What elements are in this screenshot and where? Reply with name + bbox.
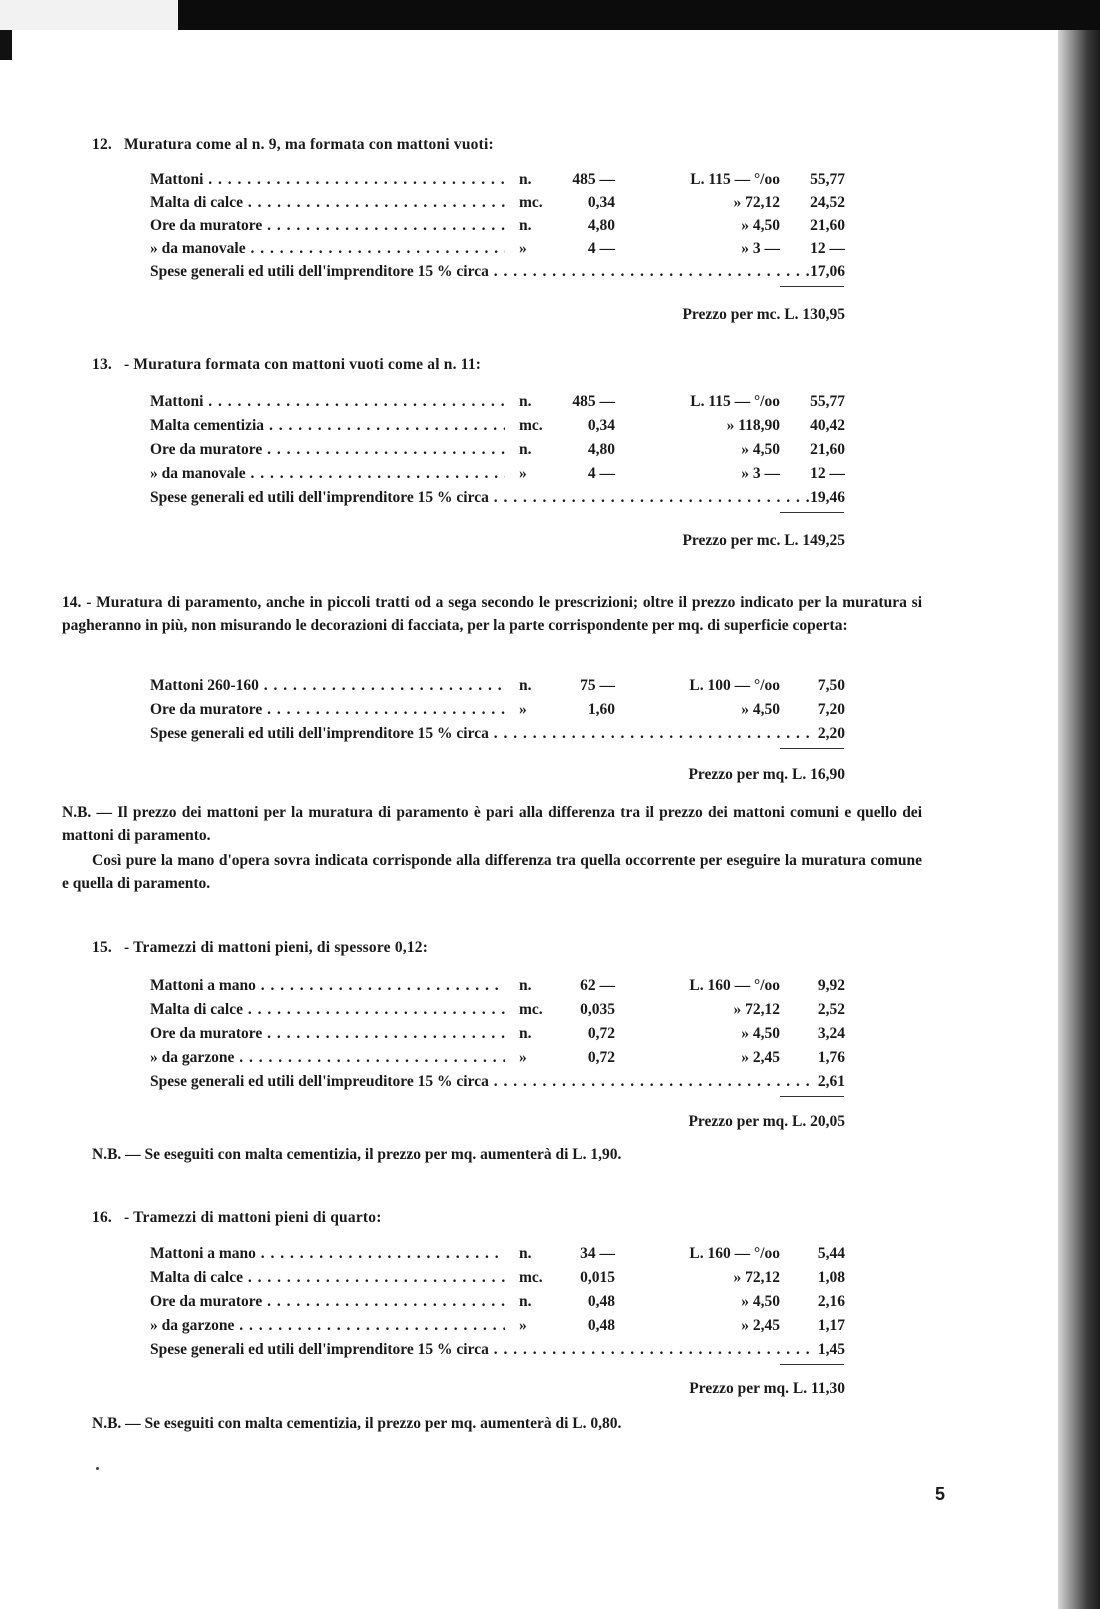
section-number: 13.: [92, 356, 112, 373]
table-row: [0, 1049, 1058, 1071]
section-total: Prezzo per mq. L. 20,05: [688, 1113, 845, 1130]
table-row: [0, 1001, 1058, 1023]
row-description: Malta di calce . . .: [150, 194, 505, 212]
row-amount: 7,50: [817, 677, 845, 694]
row-unit: »: [519, 1317, 527, 1334]
section-number: 15.: [92, 939, 112, 956]
row-amount: 21,60: [810, 441, 845, 458]
table-row: [0, 194, 1058, 216]
row-amount: 17,06: [810, 263, 845, 280]
table-row: [0, 1073, 1058, 1095]
row-unit: n.: [519, 1025, 532, 1042]
ink-speck: [96, 1467, 99, 1470]
row-amount: 1,76: [817, 1049, 845, 1066]
row-description: Spese generali ed utili dell'imprenditore 15 % circa . . .: [150, 1341, 810, 1359]
row-description: Ore da muratore . . .: [150, 441, 505, 459]
row-description: Mattoni . . .: [150, 393, 505, 411]
table-row: [0, 1341, 1058, 1363]
row-description: Ore da muratore . . .: [150, 701, 505, 719]
row-quantity: 4 —: [587, 240, 615, 257]
row-unit: n.: [519, 1293, 532, 1310]
table-row: [0, 217, 1058, 239]
table-row: [0, 725, 1058, 747]
sum-rule: [780, 512, 844, 513]
row-quantity: 0,72: [587, 1025, 615, 1042]
table-row: [0, 1293, 1058, 1315]
row-amount: 5,44: [817, 1245, 845, 1262]
section-title: [92, 1209, 382, 1227]
row-unit: mc.: [519, 1269, 543, 1286]
section-paragraph: 14. - Muratura di paramento, anche in piccoli tratti od a sega secondo le prescrizioni; oltre il prezzo indicato per la muratura si pagheranno in più, non misurando le decorazioni di facciata, per la parte corrispondente per mq. di superficie coperta:: [62, 594, 922, 634]
row-description: » da manovale . . .: [150, 240, 505, 258]
row-price: » 72,12: [733, 1001, 780, 1018]
row-description: Spese generali ed utili dell'imprenditore 15 % circa . . .: [150, 489, 810, 507]
row-description: Spese generali ed utili dell'impreuditore 15 % circa . . .: [150, 1073, 810, 1091]
row-description: Ore da muratore . . .: [150, 1025, 505, 1043]
row-description: » da manovale . . .: [150, 465, 505, 483]
row-description: Mattoni 260-160 . . .: [150, 677, 505, 695]
row-price: L. 160 — °/oo: [689, 1245, 780, 1262]
note-paragraph: N.B. — Se eseguiti con malta cementizia, il prezzo per mq. aumenterà di L. 0,80.: [92, 1415, 622, 1432]
row-amount: 40,42: [810, 417, 845, 434]
sum-rule: [780, 286, 844, 287]
table-row: [0, 240, 1058, 262]
section-number: 16.: [92, 1209, 112, 1226]
row-description: Ore da muratore . . .: [150, 217, 505, 235]
row-price: L. 115 — °/oo: [690, 393, 780, 410]
row-description: Malta di calce . . .: [150, 1001, 505, 1019]
row-amount: 1,08: [817, 1269, 845, 1286]
section-heading: - Tramezzi di mattoni pieni di quarto:: [123, 1209, 382, 1226]
row-amount: 12 —: [810, 240, 845, 257]
row-amount: 7,20: [817, 701, 845, 718]
row-amount: 1,17: [817, 1317, 845, 1334]
row-quantity: 0,48: [587, 1293, 615, 1310]
table-row: [0, 1025, 1058, 1047]
table-row: [0, 171, 1058, 193]
row-price: L. 100 — °/oo: [689, 677, 780, 694]
row-quantity: 0,035: [580, 1001, 615, 1018]
row-price: » 2,45: [741, 1049, 780, 1066]
table-row: [0, 701, 1058, 723]
table-row: [0, 263, 1058, 285]
section-title: [92, 939, 428, 957]
row-quantity: 75 —: [580, 677, 615, 694]
table-row: [0, 1245, 1058, 1267]
row-amount: 3,24: [817, 1025, 845, 1042]
row-quantity: 34 —: [580, 1245, 615, 1262]
section-total: Prezzo per mq. L. 16,90: [688, 766, 845, 783]
row-unit: n.: [519, 977, 532, 994]
row-unit: n.: [519, 441, 532, 458]
row-price: » 3 —: [741, 465, 780, 482]
row-quantity: 485 —: [572, 171, 615, 188]
row-amount: 1,45: [817, 1341, 845, 1358]
row-quantity: 4,80: [587, 441, 615, 458]
row-amount: 2,20: [817, 725, 845, 742]
table-row: [0, 1269, 1058, 1291]
table-row: [0, 417, 1058, 439]
row-description: Ore da muratore . . .: [150, 1293, 505, 1311]
row-amount: 19,46: [810, 489, 845, 506]
row-quantity: 4 —: [587, 465, 615, 482]
row-quantity: 0,015: [580, 1269, 615, 1286]
section-title: [92, 136, 494, 154]
row-description: Mattoni a mano . . .: [150, 977, 505, 995]
row-unit: »: [519, 465, 527, 482]
section-total: Prezzo per mc. L. 149,25: [682, 532, 845, 549]
row-price: » 4,50: [741, 217, 780, 234]
row-price: » 4,50: [741, 1293, 780, 1310]
row-unit: n.: [519, 171, 532, 188]
row-quantity: 0,72: [587, 1049, 615, 1066]
table-row: [0, 677, 1058, 699]
table-row: [0, 465, 1058, 487]
row-unit: n.: [519, 393, 532, 410]
row-quantity: 62 —: [580, 977, 615, 994]
row-unit: mc.: [519, 1001, 543, 1018]
table-row: [0, 393, 1058, 415]
row-price: L. 160 — °/oo: [689, 977, 780, 994]
row-quantity: 0,34: [587, 417, 615, 434]
row-description: » da garzone . . .: [150, 1049, 505, 1067]
row-quantity: 0,34: [587, 194, 615, 211]
row-price: » 2,45: [741, 1317, 780, 1334]
row-price: » 3 —: [741, 240, 780, 257]
row-price: » 4,50: [741, 441, 780, 458]
row-quantity: 4,80: [587, 217, 615, 234]
row-quantity: 0,48: [587, 1317, 615, 1334]
row-amount: 55,77: [810, 171, 845, 188]
row-amount: 2,16: [817, 1293, 845, 1310]
row-amount: 12 —: [810, 465, 845, 482]
scan-border-right: [1058, 30, 1100, 1609]
row-amount: 2,52: [817, 1001, 845, 1018]
row-quantity: 1,60: [587, 701, 615, 718]
note-paragraph: Così pure la mano d'opera sovra indicata corrisponde alla differenza tra quella occorrente per eseguire la muratura comune e quella di paramento.: [62, 852, 922, 892]
row-description: Mattoni . . .: [150, 171, 505, 189]
row-price: » 72,12: [733, 1269, 780, 1286]
row-description: Spese generali ed utili dell'imprenditore 15 % circa . . .: [150, 263, 810, 281]
section-number: 12.: [92, 136, 112, 153]
row-description: » da garzone . . .: [150, 1317, 505, 1335]
note-paragraph: N.B. — Se eseguiti con malta cementizia, il prezzo per mq. aumenterà di L. 1,90.: [92, 1146, 622, 1163]
row-unit: »: [519, 240, 527, 257]
row-price: » 72,12: [733, 194, 780, 211]
row-amount: 9,92: [817, 977, 845, 994]
section-heading: - Tramezzi di mattoni pieni, di spessore 0,12:: [123, 939, 429, 956]
table-row: [0, 441, 1058, 463]
row-unit: n.: [519, 217, 532, 234]
sum-rule: [780, 748, 844, 749]
section-total: Prezzo per mq. L. 11,30: [689, 1380, 845, 1397]
row-unit: mc.: [519, 417, 543, 434]
row-quantity: 485 —: [572, 393, 615, 410]
row-unit: mc.: [519, 194, 543, 211]
row-price: » 118,90: [726, 417, 780, 434]
row-price: » 4,50: [741, 1025, 780, 1042]
section-heading: - Muratura formata con mattoni vuoti come al n. 11:: [123, 356, 482, 373]
page-number: 5: [935, 1484, 946, 1504]
row-price: L. 115 — °/oo: [690, 171, 780, 188]
row-unit: n.: [519, 677, 532, 694]
row-amount: 2,61: [817, 1073, 845, 1090]
sum-rule: [780, 1096, 844, 1097]
section-heading: Muratura come al n. 9, ma formata con mattoni vuoti:: [123, 136, 494, 153]
row-price: » 4,50: [741, 701, 780, 718]
table-row: [0, 977, 1058, 999]
table-row: [0, 1317, 1058, 1339]
section-total: Prezzo per mc. L. 130,95: [682, 306, 845, 323]
row-amount: 21,60: [810, 217, 845, 234]
table-row: [0, 489, 1058, 511]
sum-rule: [780, 1364, 844, 1365]
row-unit: »: [519, 701, 527, 718]
row-amount: 24,52: [810, 194, 845, 211]
note-paragraph: N.B. — Il prezzo dei mattoni per la muratura di paramento è pari alla differenza tra il prezzo dei mattoni comuni e quello dei mattoni di paramento.: [62, 804, 922, 844]
row-description: Malta cementizia . . .: [150, 417, 505, 435]
row-unit: »: [519, 1049, 527, 1066]
row-description: Spese generali ed utili dell'imprenditore 15 % circa . . .: [150, 725, 810, 743]
row-description: Malta di calce . . .: [150, 1269, 505, 1287]
section-title: [92, 356, 481, 374]
row-unit: n.: [519, 1245, 532, 1262]
row-amount: 55,77: [810, 393, 845, 410]
row-description: Mattoni a mano . . .: [150, 1245, 505, 1263]
